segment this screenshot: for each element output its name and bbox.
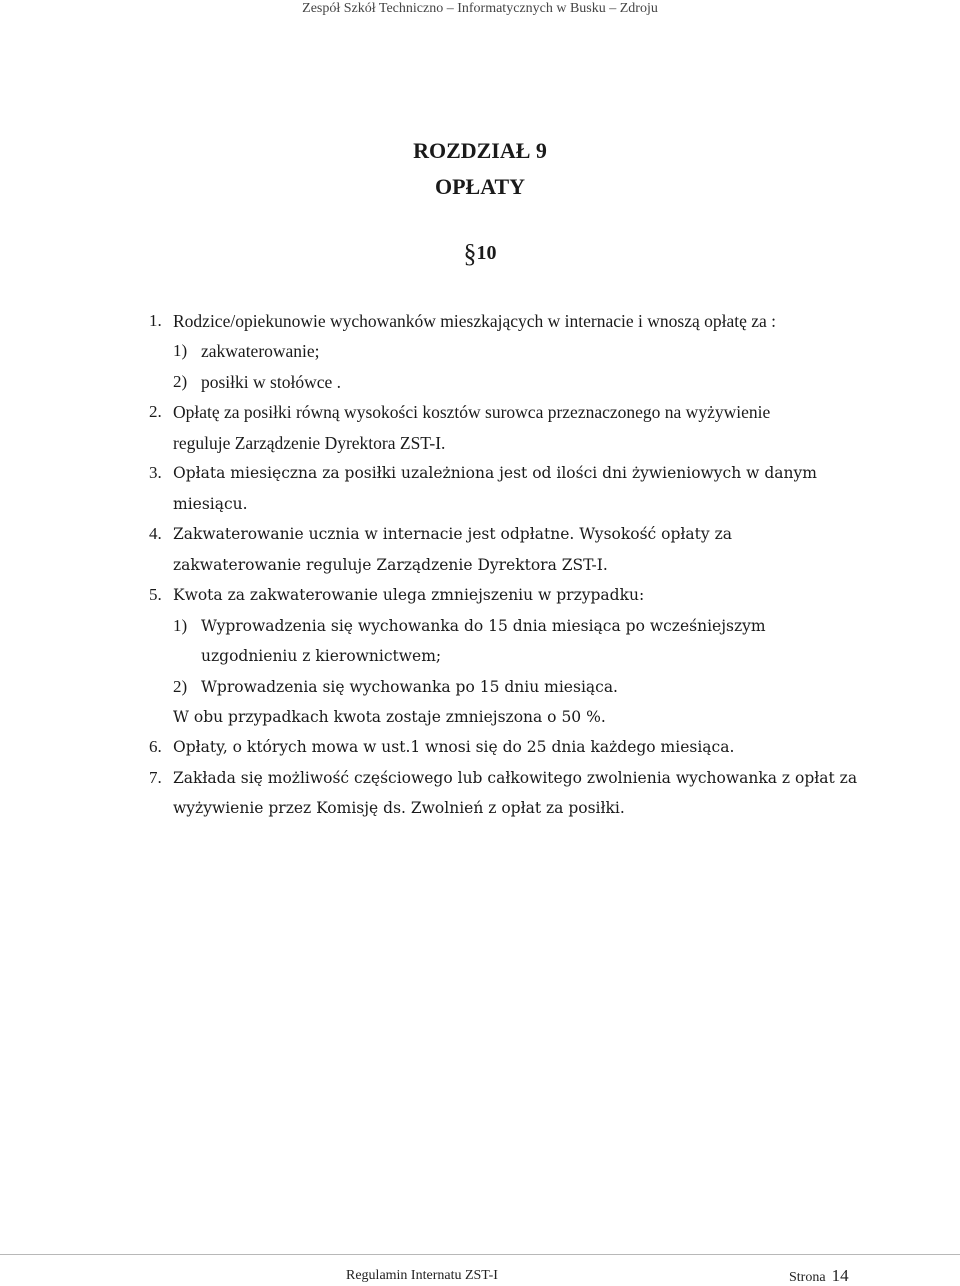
item-text-continued: wyżywienie przez Komisję ds. Zwolnień z opłat za posiłki. [173, 799, 625, 817]
item-text-continued: miesiącu. [173, 495, 248, 513]
item-number: 4. [149, 524, 162, 543]
subitem-text: Wyprowadzenia się wychowanka do 15 dnia miesiąca po wcześniejszym [201, 617, 766, 635]
item-text-continued: zakwaterowanie reguluje Zarządzenie Dyrektora ZST-I. [173, 556, 608, 574]
item-number: 3. [149, 463, 162, 482]
section-number: 10 [476, 242, 497, 264]
item-text: Opłaty, o których mowa w ust.1 wnosi się do 25 dnia każdego miesiąca. [173, 738, 735, 756]
subitem-number: 1) [173, 616, 188, 635]
footer-divider [0, 1254, 960, 1255]
item-number: 1. [149, 311, 162, 330]
item-number: 5. [149, 585, 162, 604]
chapter-title: OPŁATY [434, 174, 526, 199]
item-text: Opłatę za posiłki równą wysokości kosztów surowca przeznaczonego na wyżywienie [173, 402, 771, 422]
footer-document-title: Regulamin Internatu ZST-I [346, 1268, 498, 1283]
section-sign-icon: § [463, 239, 477, 268]
item-number: 6. [149, 737, 162, 756]
subitem-number: 1) [173, 341, 188, 360]
subitem-number: 2) [173, 677, 188, 696]
page-header: Zespół Szkół Techniczno – Informatycznych w Busku – Zdroju [302, 1, 658, 16]
item-number: 2. [149, 402, 162, 421]
item-text-continued: reguluje Zarządzenie Dyrektora ZST-I. [173, 433, 446, 453]
subitem-text: Wprowadzenia się wychowanka po 15 dniu miesiąca. [201, 678, 618, 696]
chapter-number: ROZDZIAŁ 9 [413, 138, 547, 163]
page-number-value: 14 [831, 1266, 849, 1285]
item-text: Opłata miesięczna za posiłki uzależniona jest od ilości dni żywieniowych w danym [173, 464, 817, 482]
page-number [789, 1266, 849, 1286]
item-text: Zakwaterowanie ucznia w internacie jest odpłatne. Wysokość opłaty za [173, 525, 732, 543]
subitem-text: zakwaterowanie; [201, 341, 320, 361]
item-text: Zakłada się możliwość częściowego lub całkowitego zwolnienia wychowanka z opłat za [173, 769, 858, 787]
item-note: W obu przypadkach kwota zostaje zmniejszona o 50 %. [173, 708, 606, 726]
subitem-text: posiłki w stołówce . [201, 372, 341, 392]
page-label: Strona [789, 1270, 826, 1285]
subitem-number: 2) [173, 372, 188, 391]
subitem-text-continued: uzgodnieniu z kierownictwem; [201, 647, 442, 665]
item-number: 7. [149, 768, 162, 787]
item-text: Rodzice/opiekunowie wychowanków mieszkających w internacie i wnoszą opłatę za : [173, 311, 777, 331]
section-heading [0, 236, 960, 266]
item-text: Kwota za zakwaterowanie ulega zmniejszeniu w przypadku: [173, 586, 645, 604]
